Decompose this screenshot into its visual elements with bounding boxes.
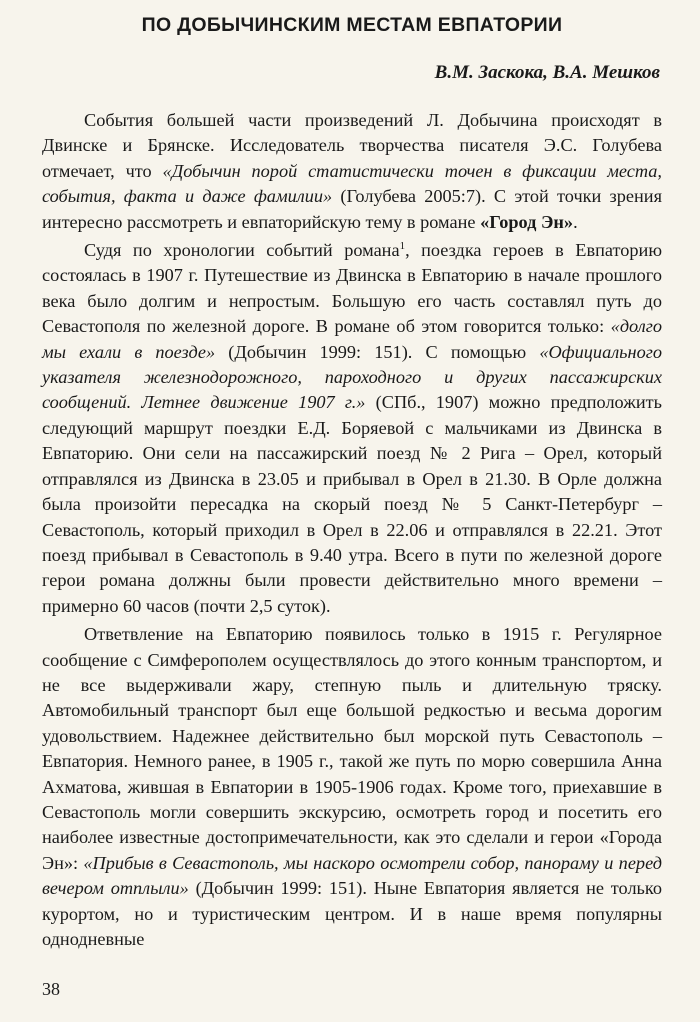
footnote-marker: 1 xyxy=(399,239,406,252)
body-text: , поездка героев в Евпаторию состоялась в 1907 г. Путешествие из Двинска в Евпаторию в начале прошлого века было долгим и непростым. Большую его часть составлял путь до Севастополя по железной дороге. В романе об этом говорится только: xyxy=(42,240,662,337)
paragraph-2 xyxy=(42,238,662,619)
quotation-text: «Прибыв в Севастополь, мы наскоро осмотрели собор, панораму и перед вечером отплыли» xyxy=(42,852,662,899)
body-text: (Добычин 1999: 151). С помощью xyxy=(215,341,540,362)
article-authors: В.М. Заскока, В.А. Мешков xyxy=(434,62,660,83)
quotation-text: «Официального указателя железнодорожного, пароходного и других пассажирских сообщений. Летнее движение 1907 г.» xyxy=(42,341,662,413)
body-text: Судя по хронологии событий романа xyxy=(84,240,400,261)
quotation-text: «долго мы ехали в поезде» xyxy=(42,316,662,362)
body-text: События большей части произведений Л. Добычина происходят в Двинске и Брянске. Исследователь творчества писателя Э.С. Голубева отмечает, что xyxy=(42,110,662,181)
page-number: 38 xyxy=(42,979,60,999)
body-text: (Добычин 1999: 151). Ныне Евпатория является не только курортом, но и туристическим центром. И в наше время популярны однодневные xyxy=(42,878,662,949)
body-text: Ответвление на Евпаторию появилось только в 1915 г. Регулярное сообщение с Симферополем осуществлялось до этого конным транспортом, и не все выдерживали жару, степную пыль и длительную тряску. Автомобильный транспорт был еще большой редкостью и весьма дорогим удовольствием. Надежнее действительно был морской путь Севастополь – Евпатория. Немного ранее, в 1905 г., такой же путь по морю совершила Анна Ахматова, жившая в Евпатории в 1905-1906 годах. Кроме того, приехавшие в Севастополь могли совершить экскурсию, осмотреть город и посетить его наиболее известные достопримечательности, как это сделали и герои «Города Эн»: xyxy=(42,624,662,873)
body-text: (Голубева 2005:7). С этой точки зрения интересно рассмотреть и евпаторийскую тему в романе xyxy=(42,186,662,232)
article-body xyxy=(42,108,662,952)
article-title: ПО ДОБЫЧИНСКИМ МЕСТАМ ЕВПАТОРИИ xyxy=(141,14,563,36)
body-text: (СПб., 1907) можно предположить следующий маршрут поездки Е.Д. Боряевой с мальчиками из Двинска в Евпаторию. Они сели на пассажирский поезд № 2 Рига – Орел, который отправлялся из Двинска в 23.05 и прибывал в Орел в 21.30. В Орле должна была произойти пересадка на скорый поезд № 5 Санкт-Петербург – Севастополь, который приходил в Орел в 22.06 и отправлялся в 22.21. Этот поезд прибывал в Севастополь в 9.40 утра. Всего в пути по железной дороге герои романа должны были провести действительно много времени – примерно 60 часов (почти 2,5 суток). xyxy=(42,392,662,616)
paragraph-3 xyxy=(42,622,662,952)
novel-title-text: «Город Эн» xyxy=(480,211,574,232)
body-text: . xyxy=(573,211,578,232)
paragraph-1 xyxy=(42,108,662,235)
quotation-text: «Добычин порой статистически точен в фиксации места, события, факта и даже фамилии» xyxy=(42,160,662,207)
